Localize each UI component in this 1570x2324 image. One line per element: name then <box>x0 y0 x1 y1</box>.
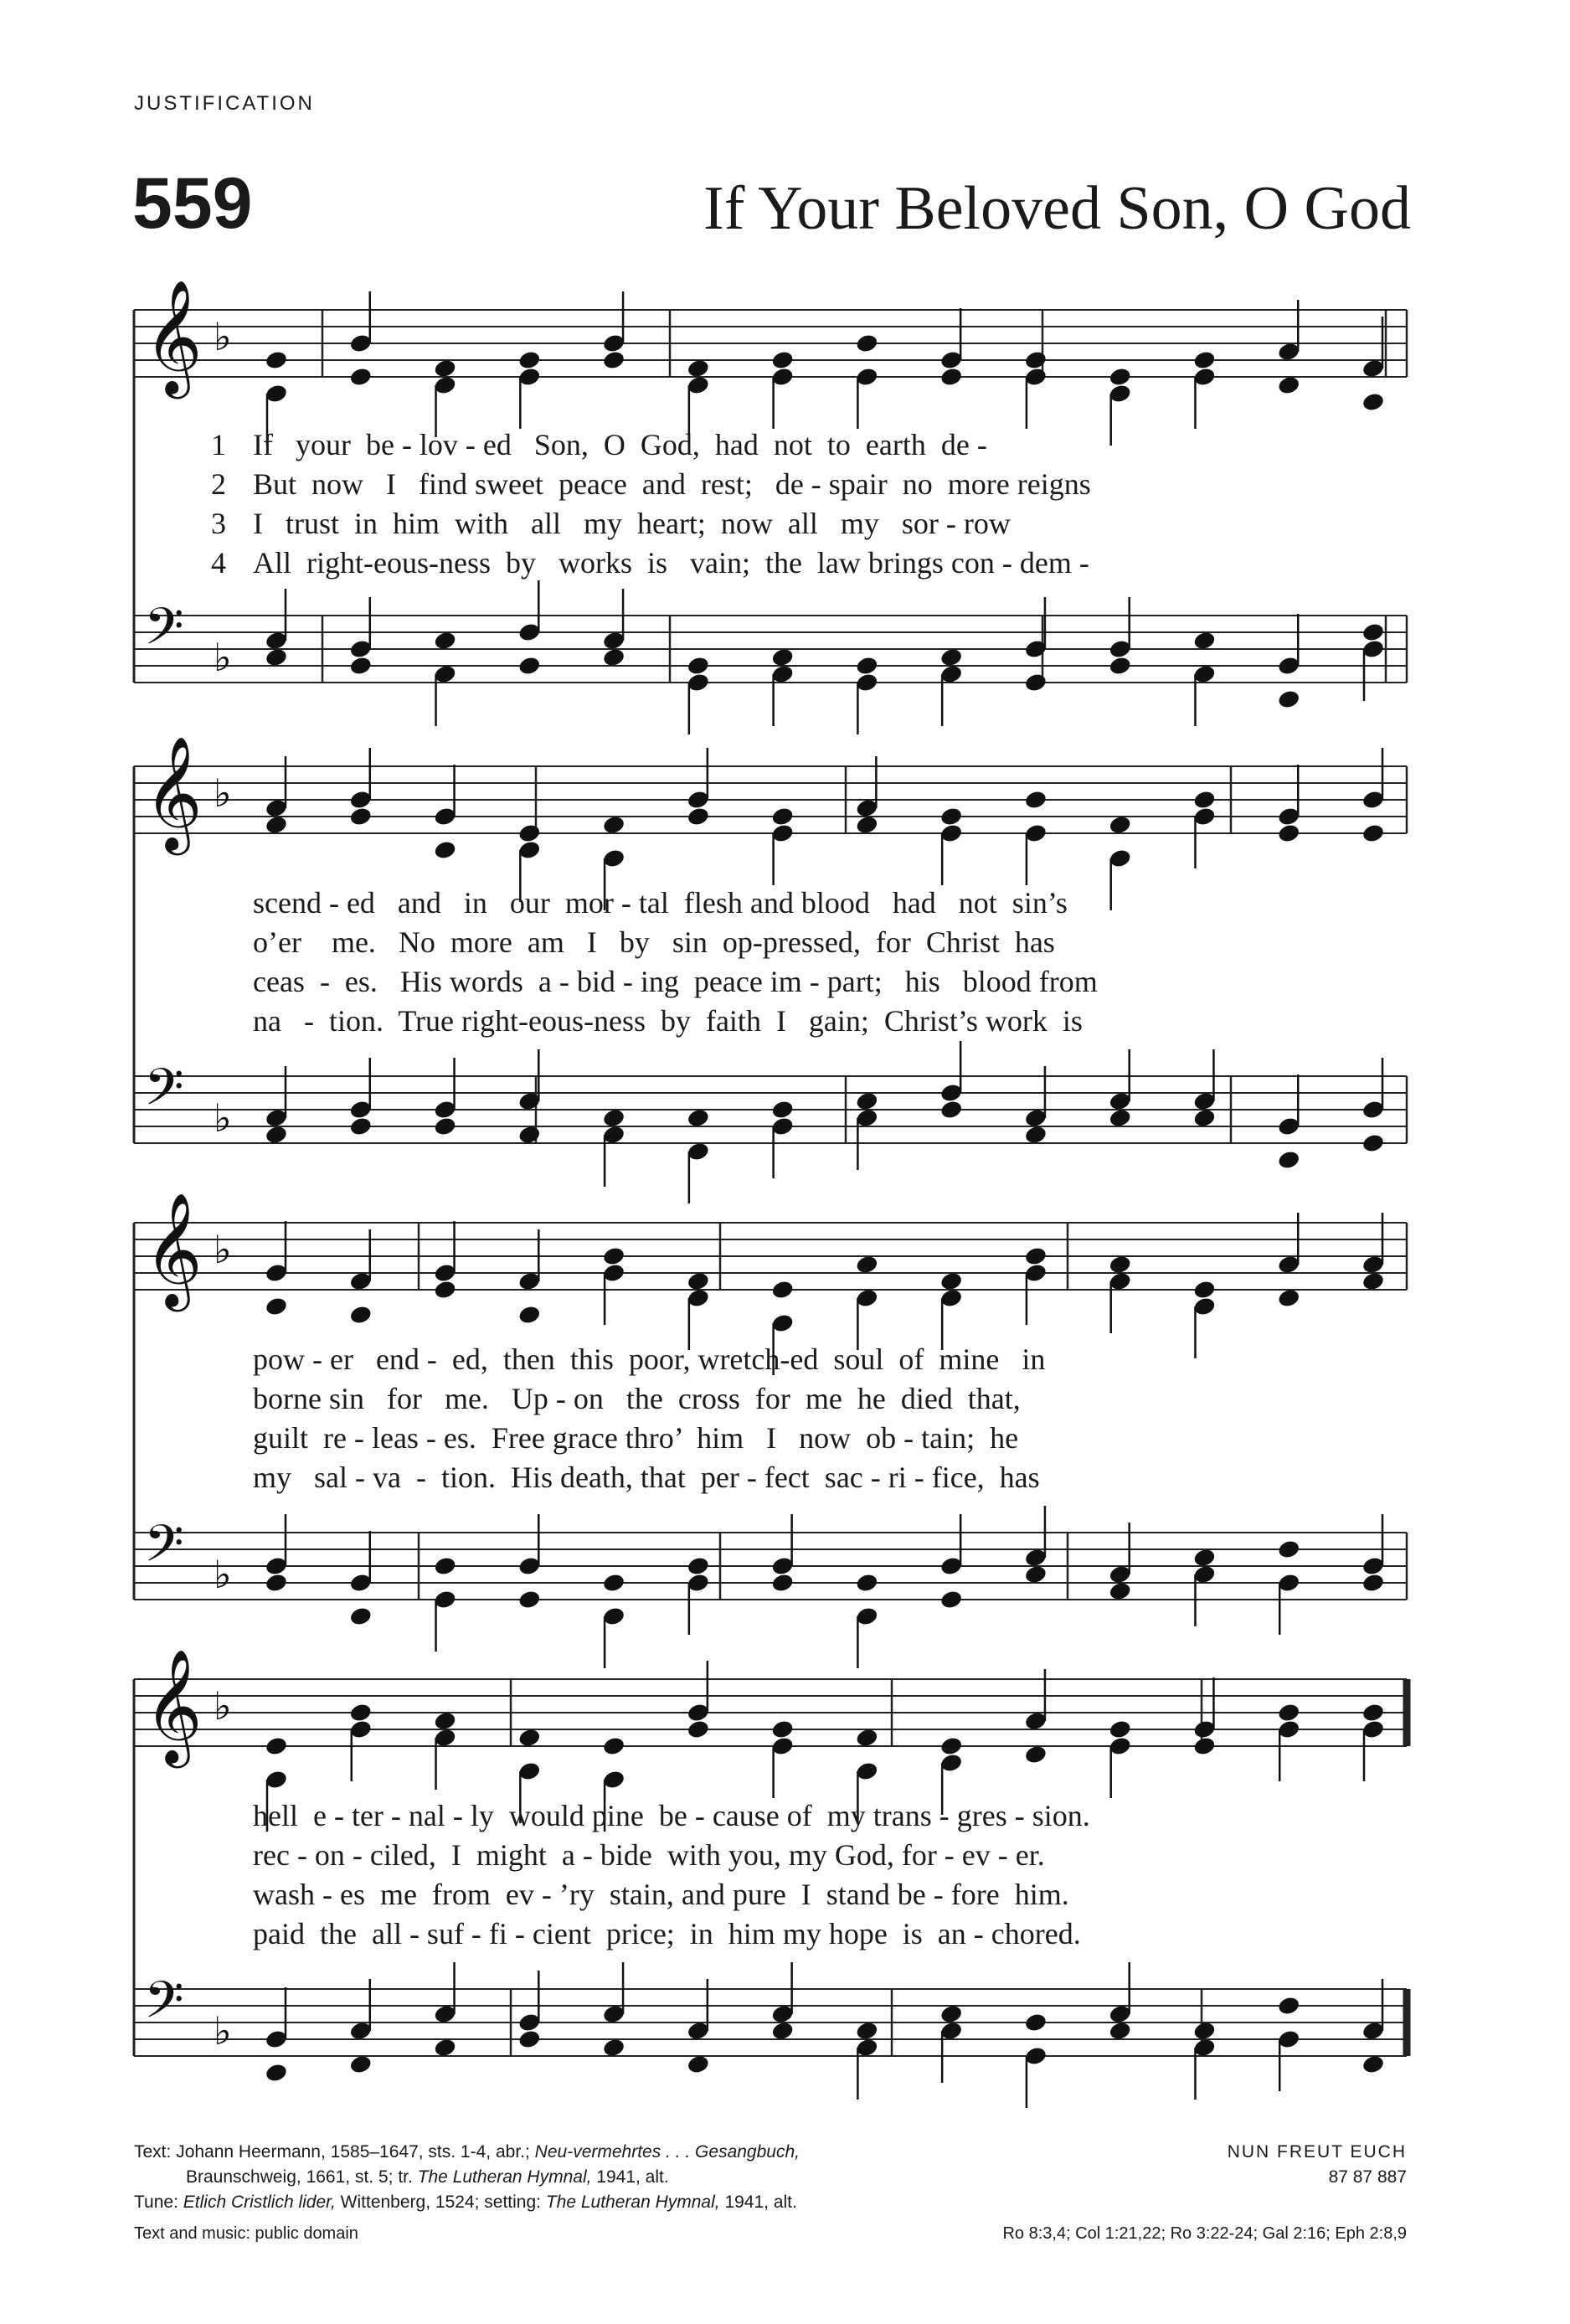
note-head <box>1024 2012 1048 2033</box>
meter: 87 87 887 <box>1328 2167 1407 2187</box>
lyric-text: o’er me. No more am I by sin op-pressed, for Christ has <box>253 925 1055 959</box>
copyright-notice: Text and music: public domain <box>134 2224 358 2243</box>
note-head <box>265 2062 289 2083</box>
lyric-line <box>201 1914 1403 1954</box>
bass-clef-icon: 𝄢 <box>144 597 184 669</box>
hymn-number: 559 <box>132 163 253 244</box>
flat-sign-icon: ♭ <box>214 1095 232 1141</box>
note-head <box>265 1735 289 1756</box>
lyric-text: paid the all - suf - fi - cient price; in him my hope is an - chored. <box>253 1917 1081 1950</box>
text-credit-label: Text: <box>134 2142 172 2162</box>
note-head <box>517 1727 542 1748</box>
flat-sign-icon: ♭ <box>214 314 232 359</box>
hymn-title: If Your Beloved Son, O God <box>703 174 1411 243</box>
note-head <box>1362 2053 1386 2074</box>
note-head <box>939 2003 964 2024</box>
note-head <box>1024 1744 1048 1765</box>
note-head <box>433 1710 457 1731</box>
tune-name: NUN FREUT EUCH <box>1227 2142 1407 2162</box>
text-credit-year: 1941, alt. <box>596 2167 669 2187</box>
lyric-text: hell e - ter - nal - ly would pine be - cause of my trans - gres - sion. <box>253 1799 1090 1832</box>
stanza-number: 3 <box>211 507 226 540</box>
note-head <box>939 1735 964 1756</box>
treble-clef-icon: 𝄞 <box>144 734 203 850</box>
lyric-text: my sal - va - tion. His death, that per - fect sac - ri - fice, has <box>253 1461 1040 1494</box>
lyric-text: I trust in him with all my heart; now all my sor - row <box>253 507 1011 540</box>
note-head <box>686 1719 710 1739</box>
lyric-text: rec - on - ciled, I might a - bide with you, my God, for - ev - er. <box>253 1838 1045 1872</box>
treble-clef-icon: 𝄞 <box>144 1191 203 1306</box>
lyric-text: All right-eous-ness by works is vain; the law brings con - dem - <box>253 546 1089 580</box>
note-head <box>1108 1719 1132 1739</box>
note-head <box>686 2053 710 2074</box>
treble-clef-icon: 𝄞 <box>144 278 203 394</box>
tune-credit-label: Tune: <box>134 2193 178 2212</box>
lyric-line <box>201 1875 1403 1914</box>
note-head <box>517 2028 542 2049</box>
flat-sign-icon: ♭ <box>214 770 232 816</box>
tune-credit-hymnal: The Lutheran Hymnal, <box>545 2193 720 2212</box>
lyric-text: If your be - lov - ed Son, O God, had not to earth de - <box>253 428 987 461</box>
note-head <box>1108 2020 1132 2041</box>
note-head <box>855 2020 879 2041</box>
note-head <box>348 1702 373 1723</box>
text-credit-continued <box>134 2165 1055 2190</box>
note-head <box>1277 1995 1301 2016</box>
flat-sign-icon: ♭ <box>214 1227 232 1272</box>
note-head <box>602 2037 626 2058</box>
note-head <box>348 2053 373 2074</box>
flat-sign-icon: ♭ <box>214 635 232 680</box>
note-head <box>855 1727 879 1748</box>
note-head <box>433 2037 457 2058</box>
note-head <box>602 1735 626 1756</box>
text-credit-place: Braunschweig, 1661, st. 5; tr. <box>186 2167 413 2187</box>
stanza-number: 2 <box>211 467 226 501</box>
lyric-text: borne sin for me. Up - on the cross for me he died that, <box>253 1382 1021 1415</box>
lyric-text: ceas - es. His words a - bid - ing peace im - part; his blood from <box>253 965 1098 998</box>
lyric-text: na - tion. True right-eous-ness by faith I gain; Christ’s work is <box>253 1004 1083 1038</box>
tune-credit <box>134 2190 1055 2215</box>
note-head <box>1192 2020 1217 2041</box>
note-head <box>1192 1735 1217 1756</box>
text-credit-authors: Johann Heermann, 1585–1647, sts. 1-4, abr.; <box>176 2142 530 2162</box>
bass-clef-icon: 𝄢 <box>144 1058 184 1130</box>
credits-left <box>134 2140 1055 2215</box>
lyric-text: wash - es me from ev - ’ry stain, and pure I stand be - fore him. <box>253 1878 1069 1911</box>
flat-sign-icon: ♭ <box>214 2008 232 2053</box>
lyric-line <box>201 1796 1403 1836</box>
lyric-text: pow - er end - ed, then this poor, wretch-ed soul of mine in <box>253 1342 1046 1376</box>
note-head <box>1362 1702 1386 1723</box>
tune-credit-source: Etlich Cristlich lider, <box>183 2193 336 2212</box>
text-credit-source: Neu-vermehrtes . . . Gesangbuch, <box>534 2142 800 2162</box>
stanza-number: 4 <box>211 546 226 580</box>
lyric-text: guilt re - leas - es. Free grace thro’ him I now ob - tain; he <box>253 1421 1019 1455</box>
section-label: JUSTIFICATION <box>134 92 315 115</box>
note-head <box>1277 1702 1301 1723</box>
credits-right <box>1228 2140 1407 2190</box>
flat-sign-icon: ♭ <box>214 1552 232 1597</box>
tune-credit-year: 1941, alt. <box>724 2193 797 2212</box>
text-credit-hymnal: The Lutheran Hymnal, <box>417 2167 592 2187</box>
flat-sign-icon: ♭ <box>214 1683 232 1729</box>
lyric-text: scend - ed and in our mor - tal flesh and blood had not sin’s <box>253 886 1068 920</box>
bass-clef-icon: 𝄢 <box>144 1971 184 2043</box>
lyric-line <box>201 1836 1403 1875</box>
note-head <box>770 2020 795 2041</box>
lyric-block-4 <box>201 1796 1403 1954</box>
note-head <box>770 1719 795 1739</box>
stanza-number: 1 <box>211 428 226 461</box>
text-credit <box>134 2140 1055 2165</box>
treble-clef-icon: 𝄞 <box>144 1647 203 1763</box>
scripture-references: Ro 8:3,4; Col 1:21,22; Ro 3:22-24; Gal 2:16; Eph 2:8,9 <box>1002 2224 1407 2243</box>
tune-credit-place: Wittenberg, 1524; setting: <box>340 2193 541 2212</box>
lyric-text: But now I find sweet peace and rest; de - spair no more reigns <box>253 467 1091 501</box>
bass-clef-icon: 𝄢 <box>144 1514 184 1586</box>
